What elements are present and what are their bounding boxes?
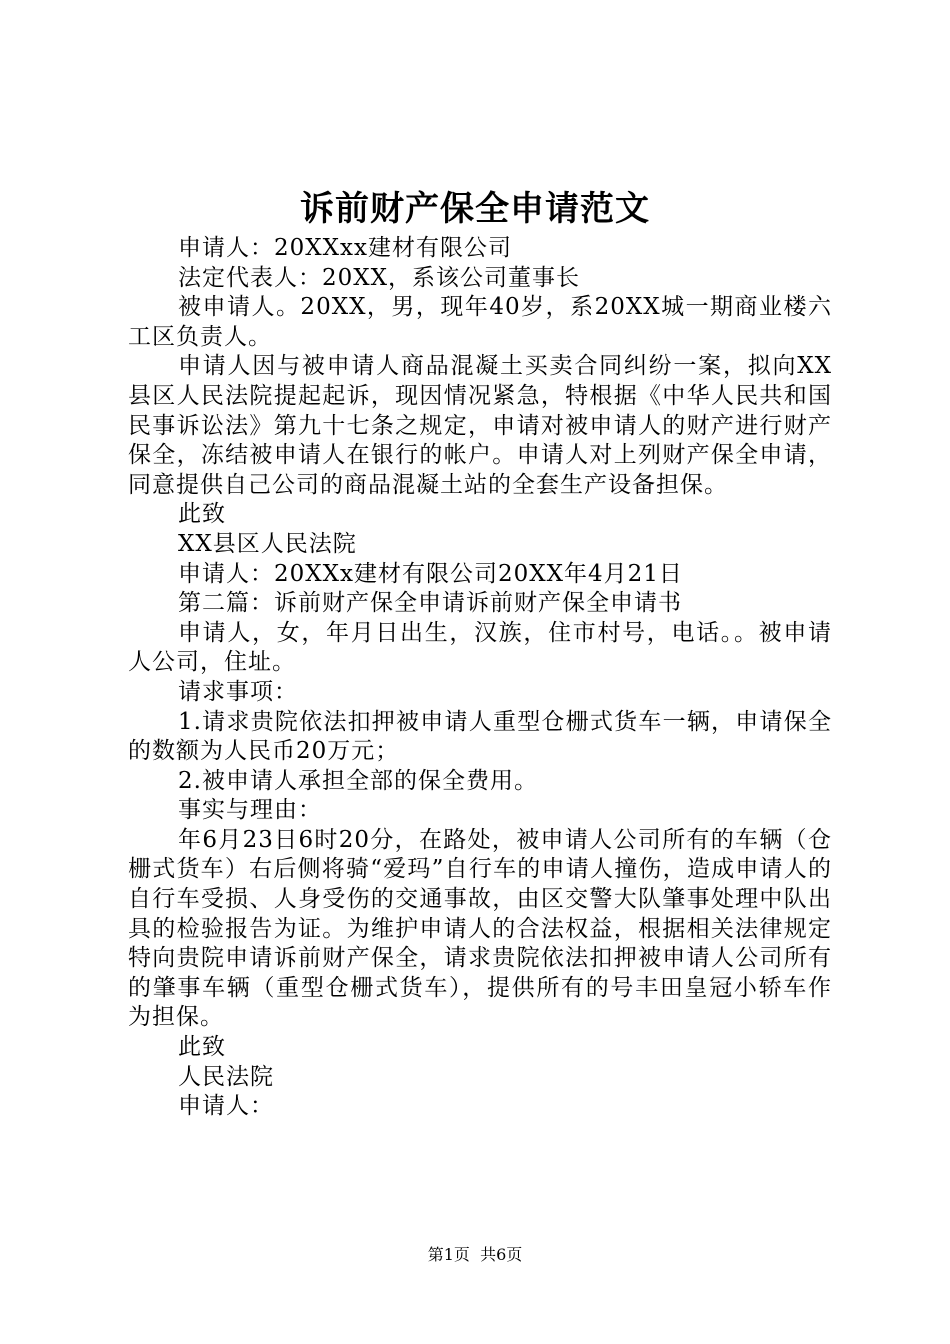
paragraph: 1.请求贵院依法扣押被申请人重型仓栅式货车一辆，申请保全的数额为人民币20万元； <box>128 708 832 765</box>
paragraph: 第二篇：诉前财产保全申请诉前财产保全申请书 <box>178 590 682 617</box>
paragraph: 年6月23日6时20分，在路处，被申请人公司所有的车辆（仓栅式货车）右后侧将骑“爱玛”自行车的申请人撞伤，造成申请人的自行车受损、人身受伤的交通事故，由区交警大队肇事处理中队出具的检验报告为证。为维护申请人的合法权益，根据相关法律规定特向贵院申请诉前财产保全，请求贵院依法扣押被申请人公司所有的肇事车辆（重型仓栅式货车），提供所有的号丰田皇冠小轿车作为担保。 <box>128 826 832 1031</box>
page-footer <box>0 1244 950 1266</box>
document-body <box>128 234 832 1122</box>
paragraph: 申请人：20XXx建材有限公司20XX年4月21日 <box>178 560 683 587</box>
paragraph: 请求事项： <box>178 678 298 705</box>
paragraph: 申请人：20XXxx建材有限公司 <box>178 235 512 261</box>
paragraph: 人民法院 <box>178 1063 274 1090</box>
paragraph: 此致 <box>178 501 226 528</box>
paragraph: 被申请人。20XX，男，现年40岁，系20XX城一期商业楼六工区负责人。 <box>128 294 832 350</box>
document-title: 诉前财产保全申请范文 <box>300 189 650 229</box>
paragraph: 法定代表人：20XX，系该公司董事长 <box>178 264 581 291</box>
paragraph: XX县区人民法院 <box>178 530 357 557</box>
paragraph: 此致 <box>178 1034 226 1061</box>
page-number: 第1页 <box>427 1245 470 1264</box>
paragraph: 事实与理由： <box>178 797 322 824</box>
paragraph: 申请人： <box>178 1093 274 1120</box>
paragraph: 2.被申请人承担全部的保全费用。 <box>178 767 538 794</box>
paragraph: 申请人因与被申请人商品混凝土买卖合同纠纷一案，拟向XX县区人民法院提起起诉，现因情况紧急，特根据《中华人民共和国民事诉讼法》第九十七条之规定，申请对被申请人的财产进行财产保全，冻结被申请人在银行的帐户。申请人对上列财产保全申请，同意提供自己公司的商品混凝土站的全套生产设备担保。 <box>128 353 832 498</box>
page-total: 共6页 <box>480 1245 523 1264</box>
paragraph: 申请人，女，年月日出生，汉族，住市村号，电话。。被申请人公司，住址。 <box>128 619 832 676</box>
